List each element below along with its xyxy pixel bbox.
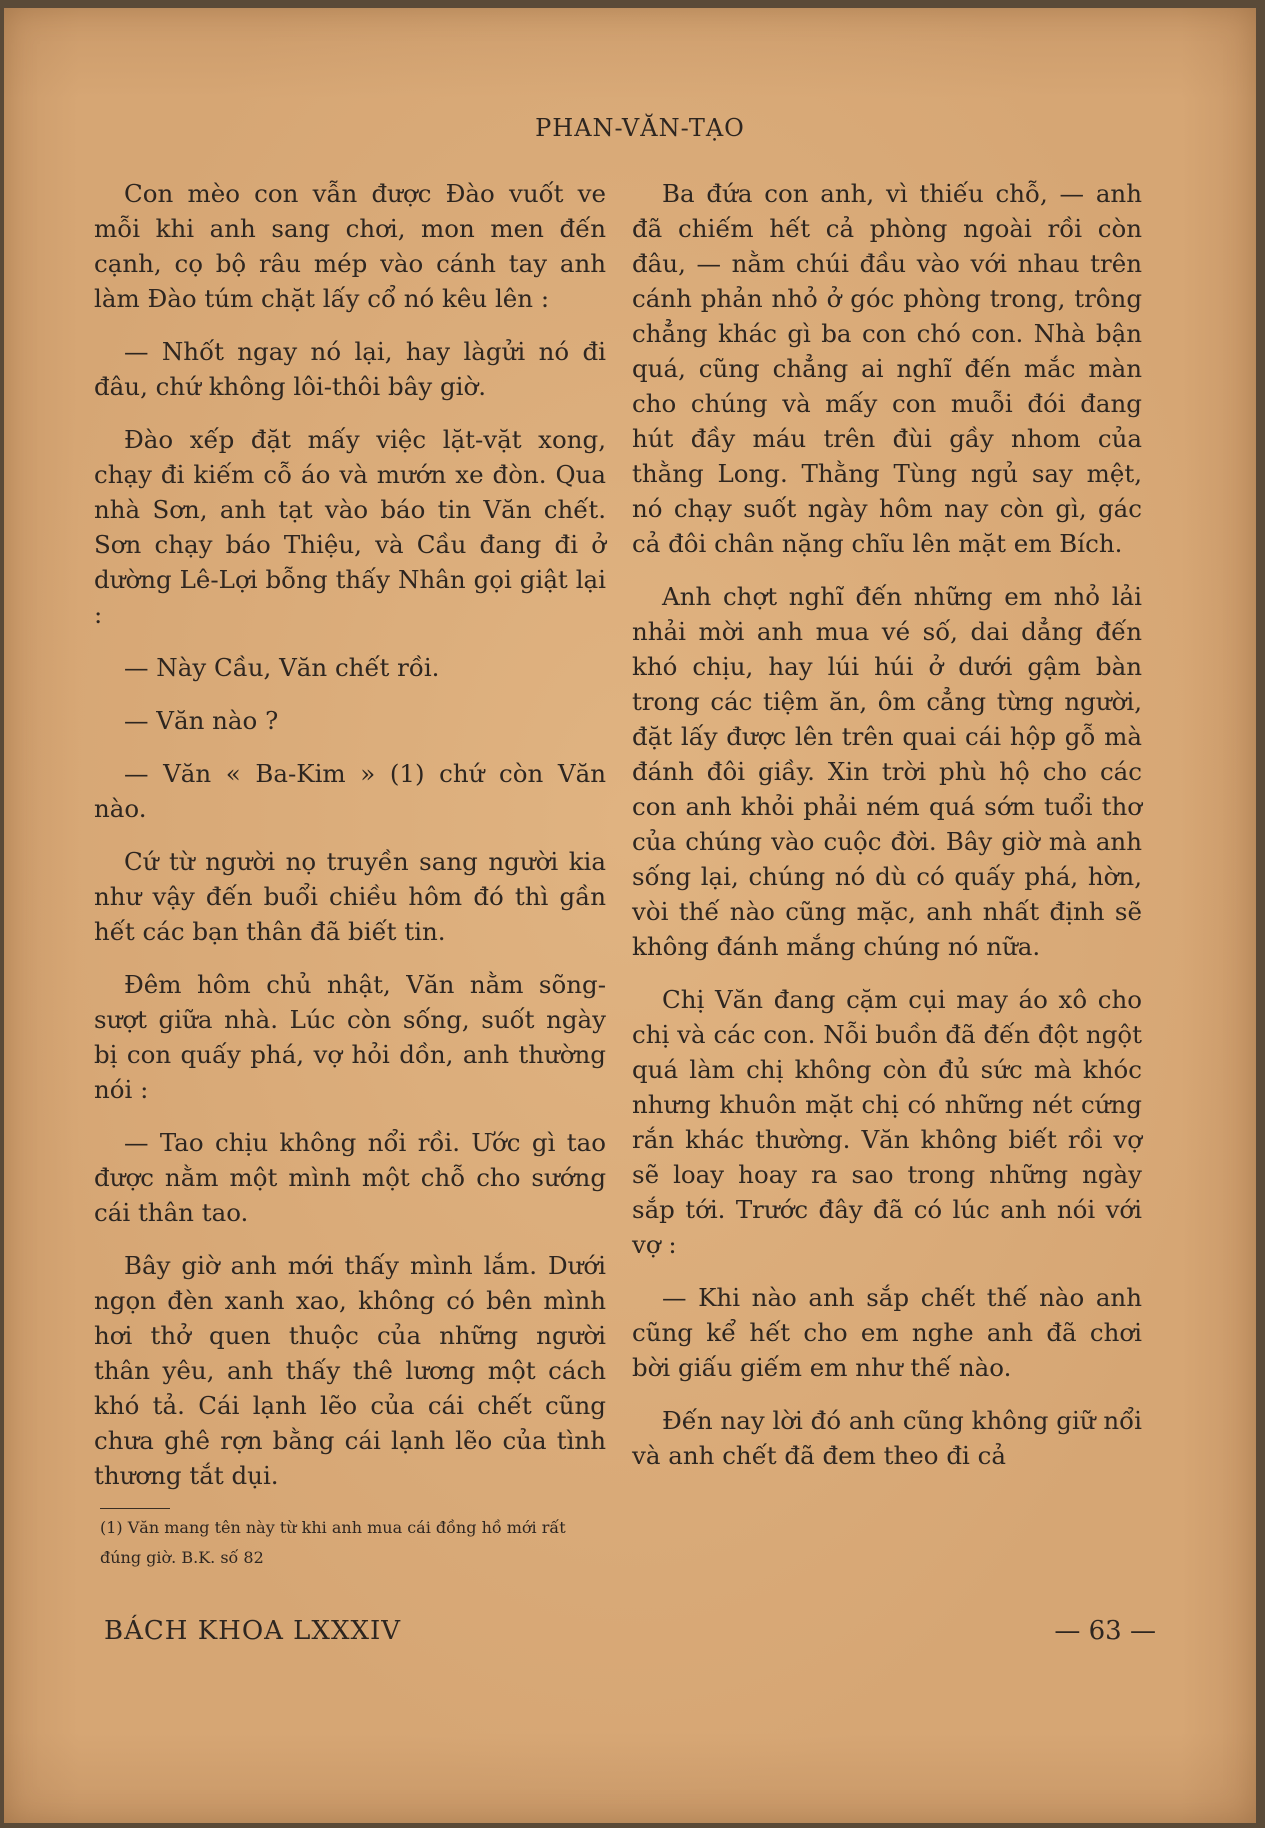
paragraph: — Tao chịu không nổi rồi. Ước gì tao được nằm một mình một chỗ cho sướng cái thân tao. — [94, 1128, 606, 1227]
paragraph: Ba đứa con anh, vì thiếu chỗ, — anh đã chiếm hết cả phòng ngoài rồi còn đâu, — nằm chúi đầu vào với nhau trên cánh phản nhỏ ở góc phòng trong, trông chẳng khác gì ba con chó con. Nhà bận quá, cũng chẳng ai nghĩ đến mắc màn cho chúng và mấy con muỗi đói đang hút đầy máu trên đùi gầy nhom của thằng Long. Thằng Tùng ngủ say mệt, nó chạy suốt ngày hôm nay còn gì, gác cả đôi chân nặng chĩu lên mặt em Bích. — [632, 179, 1142, 558]
paragraph: — Nhốt ngay nó lại, hay làgửi nó đi đâu, chứ không lôi-thôi bây giờ. — [94, 337, 606, 401]
page-number: — 63 — — [1054, 1616, 1156, 1646]
paragraph: Bây giờ anh mới thấy mình lắm. Dưới ngọn đèn xanh xao, không có bên mình hơi thở quen thuộc của những người thân yêu, anh thấy thê lương một cách khó tả. Cái lạnh lẽo của cái chết cũng chưa ghê rợn bằng cái lạnh lẽo của tình thương tắt dụi. — [94, 1251, 606, 1490]
publication-title: BÁCH KHOA LXXXIV — [104, 1616, 402, 1646]
paragraph: Đào xếp đặt mấy việc lặt-vặt xong, chạy đi kiếm cỗ áo và mướn xe đòn. Qua nhà Sơn, anh tạt vào báo tin Văn chết. Sơn chạy báo Thiệu, và Cầu đang đi ở dường Lê-Lợi bỗng thấy Nhân gọi giật lại : — [94, 425, 606, 629]
paragraph: Cứ từ người nọ truyền sang người kia như vậy đến buổi chiều hôm đó thì gần hết các bạn thân đã biết tin. — [94, 847, 606, 946]
paragraph: — Văn « Ba-Kim » (1) chứ còn Văn nào. — [94, 759, 606, 823]
paragraph: Anh chợt nghĩ đến những em nhỏ lải nhải mời anh mua vé số, dai dẳng đến khó chịu, hay lúi húi ở dưới gậm bàn trong các tiệm ăn, ôm cẳng từng người, đặt lấy được lên trên quai cái hộp gỗ mà đánh đôi giầy. Xin trời phù hộ cho các con anh khỏi phải ném quá sớm tuổi thơ của chúng vào cuộc đời. Bây giờ mà anh sống lại, chúng nó dù có quấy phá, hờn, vòi thế nào cũng mặc, anh nhất định sẽ không đánh mắng chúng nó nữa. — [632, 582, 1142, 961]
footnote-text: (1) Văn mang tên này từ khi anh mua cái đồng hồ mới rất đúng giờ. B.K. số 82 — [100, 1518, 566, 1567]
paragraph: — Khi nào anh sắp chết thế nào anh cũng kể hết cho em nghe anh đã chơi bời giấu giếm em như thế nào. — [632, 1283, 1142, 1382]
paragraph: Đến nay lời đó anh cũng không giữ nổi và anh chết đã đem theo đi cả — [632, 1406, 1142, 1470]
book-page — [4, 8, 1256, 1823]
right-column — [632, 176, 1142, 1491]
paragraph: Đêm hôm chủ nhật, Văn nằm sõng-sượt giữa nhà. Lúc còn sống, suốt ngày bị con quấy phá, vợ hỏi dồn, anh thường nói : — [94, 970, 606, 1104]
footnote-divider — [100, 1508, 170, 1509]
footnote — [100, 1508, 610, 1573]
paragraph: Chị Văn đang cặm cụi may áo xô cho chị và các con. Nỗi buồn đã đến đột ngột quá làm chị không còn đủ sức mà khóc nhưng khuôn mặt chị có những nét cứng rắn khác thường. Văn không biết rồi vợ sẽ loay hoay ra sao trong những ngày sắp tới. Trước đây đã có lúc anh nói với vợ : — [632, 985, 1142, 1259]
paragraph: Con mèo con vẫn được Đào vuốt ve mỗi khi anh sang chơi, mon men đến cạnh, cọ bộ râu mép vào cánh tay anh làm Đào túm chặt lấy cổ nó kêu lên : — [94, 179, 606, 313]
left-column — [94, 176, 606, 1511]
paragraph: — Này Cầu, Văn chết rồi. — [124, 653, 440, 682]
running-head: PHAN-VĂN-TẠO — [535, 114, 745, 142]
paragraph: — Văn nào ? — [124, 706, 279, 735]
